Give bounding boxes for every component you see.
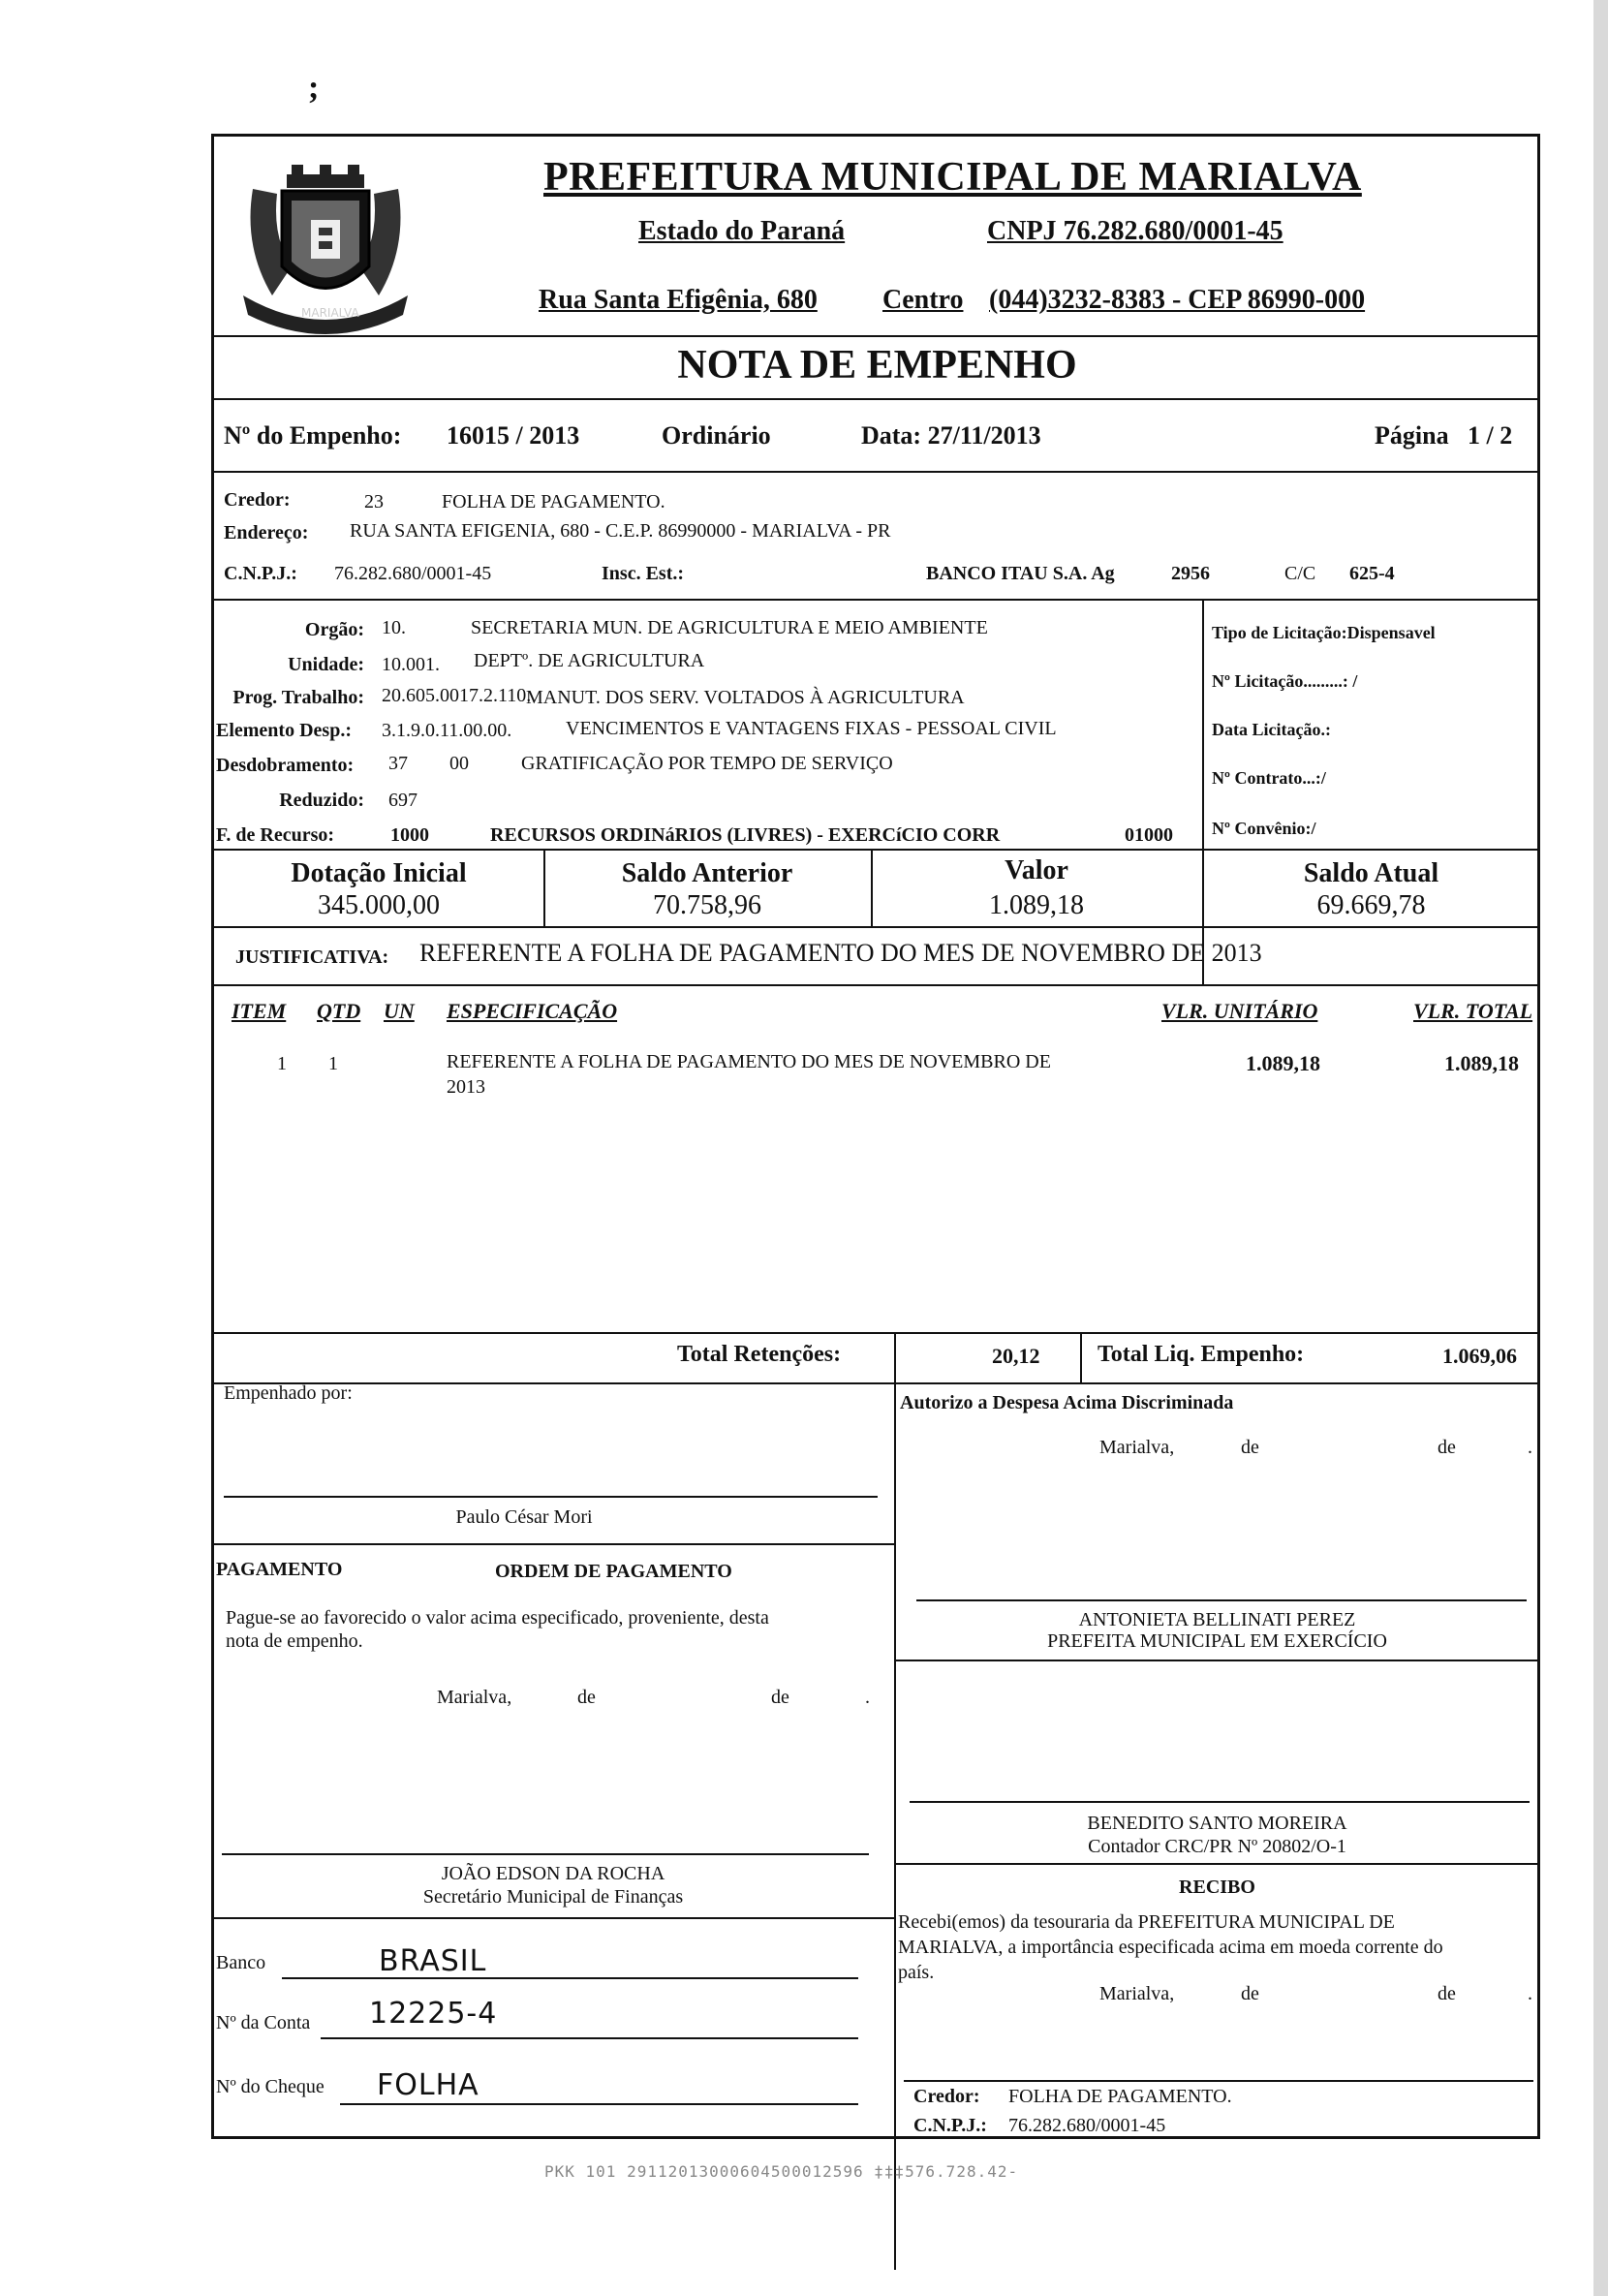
autorizo-de-2: de <box>1438 1437 1456 1458</box>
desdobramento-code: 37 <box>388 753 408 774</box>
secretario-name: JOÃO EDSON DA ROCHA <box>441 1863 665 1884</box>
empenho-number-label: Nº do Empenho: <box>224 421 402 450</box>
scan-mark: ; <box>308 70 320 106</box>
saldo-anterior-label: Saldo Anterior <box>621 858 793 888</box>
empenho-date: Data: 27/11/2013 <box>861 421 1041 450</box>
item-total-value: 1.089,18 <box>1444 1051 1519 1075</box>
pague-de-2: de <box>771 1687 789 1708</box>
col-qtd: QTD <box>317 999 361 1023</box>
page-number: 1 / 2 <box>1468 421 1513 450</box>
credor-address: RUA SANTA EFIGENIA, 680 - C.E.P. 86990000 - MARIALVA - PR <box>350 520 891 542</box>
credor-cnpj: 76.282.680/0001-45 <box>334 563 492 584</box>
empenhado-signature-line <box>224 1496 878 1498</box>
fonte-code: 1000 <box>390 824 429 846</box>
recibo-credor-label: Credor: <box>913 2086 980 2107</box>
unidade-desc: DEPTº. DE AGRICULTURA <box>474 650 705 671</box>
footer-code: PKK 101 29112013000604500012596 ‡‡‡576.728.42- <box>544 2162 1019 2181</box>
desdobramento-label: Desdobramento: <box>216 755 355 776</box>
pague-de-1: de <box>577 1687 596 1708</box>
secretario-title: Secretário Municipal de Finanças <box>422 1886 684 1908</box>
retencoes-label: Total Retenções: <box>677 1342 842 1367</box>
cheque-value: FOLHA <box>377 2068 479 2102</box>
saldo-anterior-value: 70.758,96 <box>653 890 761 920</box>
valor-label: Valor <box>1005 855 1068 885</box>
header-phone-cep: (044)3232-8383 - CEP 86990-000 <box>989 285 1366 315</box>
credor-agency: 2956 <box>1171 563 1210 584</box>
empenhado-por-label: Empenhado por: <box>224 1382 353 1404</box>
recibo-cnpj-label: C.N.P.J.: <box>913 2115 987 2136</box>
dotacao-value: 345.000,00 <box>318 890 440 920</box>
autorizo-de-1: de <box>1241 1437 1259 1458</box>
recibo-line3: país. <box>898 1962 935 1983</box>
credor-code: 23 <box>364 491 384 512</box>
header-district: Centro <box>882 285 964 315</box>
retencoes-value: 20,12 <box>992 1344 1040 1368</box>
banco-label: Banco <box>216 1952 266 1973</box>
saldo-atual-label: Saldo Atual <box>1303 858 1439 888</box>
unidade-code: 10.001. <box>382 654 440 675</box>
liq-empenho-label: Total Liq. Empenho: <box>1098 1342 1305 1367</box>
credor-bank: BANCO ITAU S.A. Ag <box>926 563 1115 584</box>
ordem-pagamento-label: ORDEM DE PAGAMENTO <box>495 1561 732 1582</box>
cnpj-header: CNPJ 76.282.680/0001-45 <box>987 216 1283 246</box>
fonte-label: F. de Recurso: <box>216 824 335 846</box>
cheque-label: Nº do Cheque <box>216 2076 325 2097</box>
document-title: NOTA DE EMPENHO <box>677 343 1077 388</box>
nota-de-empenho-form: MARIALVA PREFEITURA MUNICIPAL DE MARIALVA Estado do Paraná CNPJ 76.282.680/0001-45 Rua Santa Efigênia, 680 Centro (044)3232-8383 - CEP 86990-000 NOTA DE EMPENHO Nº do Empenho: 16015 / 2013 Ordinário Data: 27/11/2013 Página 1 / 2 Credor: 23 FOLHA DE PAGAMENTO. Endereço: RUA SANTA EFIGENIA, 680 - C.E.P. 86990000 - MARIALVA - PR C.N.P.J.: 76.282.680/0001-45 Insc. Est.: BANCO ITAU S.A. Ag 2956 C/C 625-4 Orgão: 10. SECRETARIA MUN. DE AGRICULTURA E MEIO AMBIENTE Unidade: 10.001. DEPTº. DE AGRICULTURA Prog. Trabalho: 20.605.0017.2.110. MANUT. DOS SERV. VOLTADOS À AGRICULTURA Elemento Desp.: 3.1.9.0.11.00.00. VENCIMENTOS E VANTAGENS FIXAS - PESSOAL CIVIL Desdobramento: 37 00 GRATIFICAÇÃO POR TEMPO DE SERVIÇO Reduzido: 697 F. de Recurso: 1000 RECURSOS ORDINáRIOS (LIVRES) - EXERCíCIO CORR 01000 Tipo de Licitação:Dispensavel Nº Licitação.........: / Data Licitação.: Nº Contrato...:/ Nº Convênio:/ Dotação Inicial 345.000,00 Saldo Anterior 70.758,96 Valor 1.089,18 Saldo Atual 69.669,78 JUSTIFICATIVA: REFERENTE A FOLHA DE PAGAMENTO DO MES DE NOVEMBRO DE 2013 ITEM QTD UN ESPECIFICAÇÃO VLR. UNITÁRIO VLR. TOTAL 1 1 REFERENTE A FOLHA DE PAGAMENTO DO MES DE NOVEMBRO DE 2013 1.089,18 1.089,18 Total Retenções: 20,12 Total Liq. Empenho: 1.069,06 Empenhado por: Paulo César Mori PAGAMENTO ORDEM DE PAGAMENTO Pague-se ao favorecido o valor acima especificado, proveniente, desta nota de empenho. Marialva, de de . JOÃO EDSON DA ROCHA Secretário Municipal de Finanças Banco BRASIL Nº da Conta 12225-4 Nº do Cheque FOLHA Autorizo a Despesa Acima Discriminada Marialva, de de . ANTONIETA BELLINATI PEREZ PREFEITA MUNICIPAL EM EXERCÍCIO BENEDITO SANTO MOREIRA Contador CRC/PR Nº 20802/O-1 RECIBO Recebi(emos) da tesouraria da PREFEITURA MUNICIPAL DE MARIALVA, a importância especificada acima em moeda corrente do país. Marialva, de de . Credor: FOLHA DE PAGAMENTO. C.N.P.J.: 76.282.680/0001-45 <box>211 134 1540 2139</box>
dotacao-label: Dotação Inicial <box>291 858 467 888</box>
col-un: UN <box>384 999 415 1023</box>
recibo-credor-name: FOLHA DE PAGAMENTO. <box>1008 2086 1232 2107</box>
saldo-atual-value: 69.669,78 <box>1316 890 1426 920</box>
recibo-de-2: de <box>1438 1983 1456 2004</box>
prefeita-name: ANTONIETA BELLINATI PEREZ <box>1078 1609 1356 1630</box>
prefeita-signature-line <box>916 1599 1527 1601</box>
justificativa-text: REFERENTE A FOLHA DE PAGAMENTO DO MES DE NOVEMBRO DE 2013 <box>419 939 1262 967</box>
elemento-code: 3.1.9.0.11.00.00. <box>382 720 512 741</box>
col-vlr-total: VLR. TOTAL <box>1413 999 1533 1023</box>
conta-label: Nº da Conta <box>216 2012 311 2033</box>
reduzido-code: 697 <box>388 790 417 811</box>
numero-licitacao: Nº Licitação.........: / <box>1212 671 1358 691</box>
empenho-type: Ordinário <box>662 421 771 450</box>
prefeitura-title: PREFEITURA MUNICIPAL DE MARIALVA <box>543 155 1362 200</box>
cc-label: C/C <box>1284 563 1316 584</box>
valor-value: 1.089,18 <box>989 890 1084 920</box>
recibo-line1: Recebi(emos) da tesouraria da PREFEITURA MUNICIPAL DE <box>898 1911 1395 1933</box>
recibo-signature-line <box>904 2080 1533 2082</box>
recibo-de-1: de <box>1241 1983 1259 2004</box>
contador-name: BENEDITO SANTO MOREIRA <box>1087 1813 1347 1834</box>
coat-of-arms-icon <box>233 150 417 344</box>
prog-code: 20.605.0017.2.110. <box>382 685 532 706</box>
secretario-signature-line <box>222 1853 869 1855</box>
numero-convenio: Nº Convênio:/ <box>1212 819 1316 838</box>
recibo-cnpj-value: 76.282.680/0001-45 <box>1008 2115 1166 2136</box>
state-name: Estado do Paraná <box>638 216 846 246</box>
empenho-number: 16015 / 2013 <box>447 421 580 450</box>
prog-label: Prog. Trabalho: <box>232 687 364 708</box>
prog-desc: MANUT. DOS SERV. VOLTADOS À AGRICULTURA <box>526 687 965 708</box>
justificativa-label: JUSTIFICATIVA: <box>235 946 389 968</box>
orgao-desc: SECRETARIA MUN. DE AGRICULTURA E MEIO AMBIENTE <box>471 617 988 638</box>
header-address: Rua Santa Efigênia, 680 <box>539 285 818 315</box>
col-vlr-unitario: VLR. UNITÁRIO <box>1161 999 1318 1023</box>
contador-title: Contador CRC/PR Nº 20802/O-1 <box>1088 1836 1346 1857</box>
banco-value: BRASIL <box>379 1944 487 1978</box>
orgao-label: Orgão: <box>304 619 364 640</box>
page-label: Página <box>1375 421 1449 450</box>
credor-label: Credor: <box>224 489 291 511</box>
cnpj-label: C.N.P.J.: <box>224 563 297 584</box>
credor-cc: 625-4 <box>1349 563 1395 584</box>
desdobramento-sub: 00 <box>449 753 469 774</box>
elemento-desc: VENCIMENTOS E VANTAGENS FIXAS - PESSOAL CIVIL <box>566 718 1057 739</box>
numero-contrato: Nº Contrato...:/ <box>1212 768 1326 788</box>
item-espec-line2: 2013 <box>447 1076 485 1098</box>
elemento-label: Elemento Desp.: <box>216 720 352 741</box>
insc-est-label: Insc. Est.: <box>602 563 685 584</box>
autorizo-label: Autorizo a Despesa Acima Discriminada <box>900 1392 1234 1413</box>
prefeita-title: PREFEITA MUNICIPAL EM EXERCÍCIO <box>1047 1630 1387 1652</box>
item-unit-value: 1.089,18 <box>1246 1051 1320 1075</box>
reduzido-label: Reduzido: <box>279 790 364 811</box>
pagamento-label: PAGAMENTO <box>216 1559 343 1580</box>
credor-name: FOLHA DE PAGAMENTO. <box>442 491 665 512</box>
tipo-licitacao: Tipo de Licitação:Dispensavel <box>1212 623 1436 642</box>
desdobramento-desc: GRATIFICAÇÃO POR TEMPO DE SERVIÇO <box>521 753 893 774</box>
fonte-desc: RECURSOS ORDINáRIOS (LIVRES) - EXERCíCIO CORR <box>490 824 1001 846</box>
page-edge-shadow <box>1593 0 1608 2296</box>
fonte-num: 01000 <box>1125 824 1173 846</box>
unidade-label: Unidade: <box>288 654 364 675</box>
svg-text:MARIALVA: MARIALVA <box>301 306 359 320</box>
conta-value: 12225-4 <box>369 1997 498 2031</box>
pague-line2: nota de empenho. <box>226 1630 363 1652</box>
orgao-code: 10. <box>382 617 406 638</box>
liq-empenho-value: 1.069,06 <box>1442 1344 1517 1368</box>
item-qtd: 1 <box>328 1053 338 1074</box>
address-label: Endereço: <box>224 522 309 543</box>
contador-signature-line <box>910 1801 1530 1803</box>
col-item: ITEM <box>232 999 287 1023</box>
recibo-title: RECIBO <box>1179 1877 1255 1898</box>
pague-dot: . <box>865 1687 870 1708</box>
pague-line1: Pague-se ao favorecido o valor acima especificado, proveniente, desta <box>226 1607 769 1629</box>
item-espec-line1: REFERENTE A FOLHA DE PAGAMENTO DO MES DE NOVEMBRO DE <box>447 1051 1051 1072</box>
data-licitacao: Data Licitação.: <box>1212 720 1331 739</box>
pague-place: Marialva, <box>437 1687 512 1708</box>
item-number: 1 <box>277 1053 287 1074</box>
empenhado-name: Paulo César Mori <box>455 1506 593 1528</box>
recibo-line2: MARIALVA, a importância especificada acima em moeda corrente do <box>898 1937 1443 1958</box>
autorizo-place: Marialva, <box>1099 1437 1175 1458</box>
col-especificacao: ESPECIFICAÇÃO <box>447 999 618 1023</box>
recibo-place: Marialva, <box>1099 1983 1175 2004</box>
